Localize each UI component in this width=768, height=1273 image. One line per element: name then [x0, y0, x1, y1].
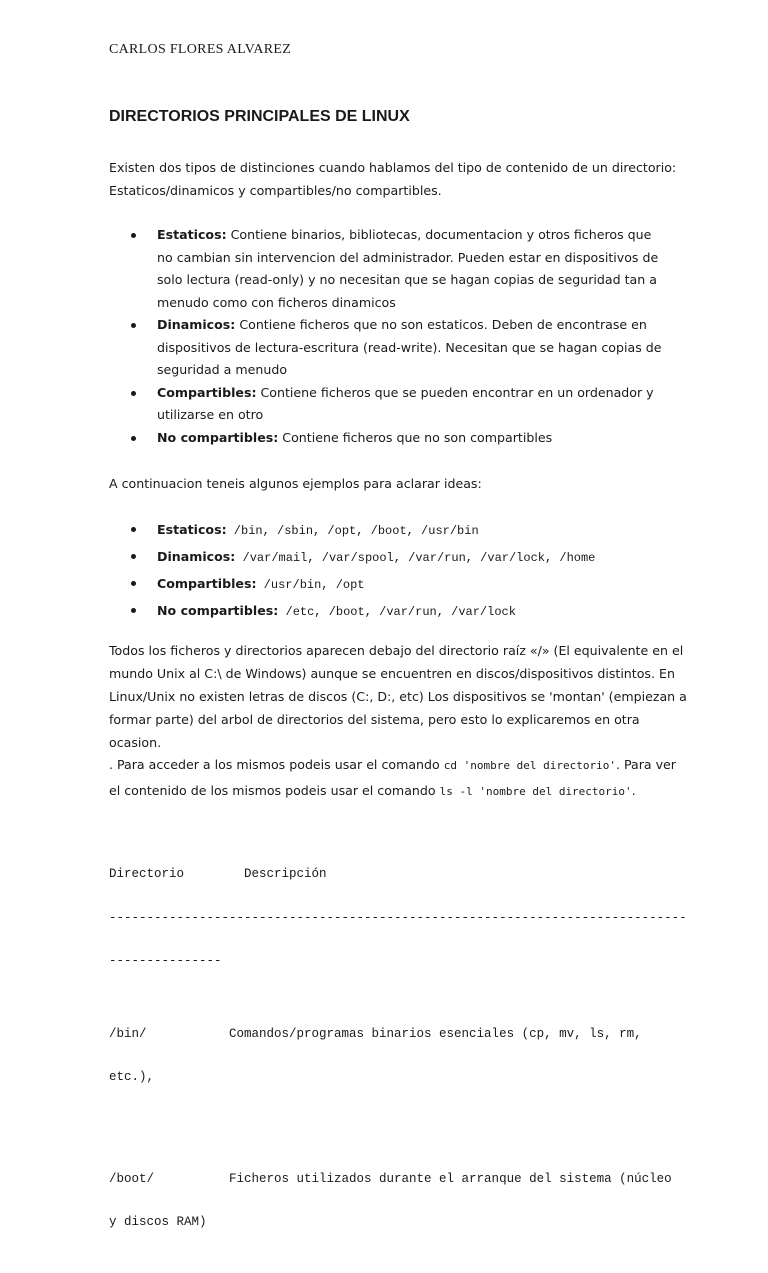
intro-paragraph: [109, 157, 689, 202]
definition-term: Compartibles:: [157, 384, 257, 400]
example-paths: /var/mail, /var/spool, /var/run, /var/lock, /home: [235, 551, 596, 565]
table-row: [109, 1143, 699, 1259]
definition-text: Contiene binarios, bibliotecas, documentacion y otros ficheros que no cambian sin intervencion del administrador. Pueden estar en dispositivos de solo lectura (read-only) y no necesitan que se hagan copias de seguridad tan a menudo como con ficheros dinamicos: [157, 227, 659, 310]
intro-line-1: Existen dos tipos de distinciones cuando hablamos del tipo de contenido de un directorio:: [109, 160, 677, 175]
list-item: [109, 314, 669, 382]
author-name: CARLOS FLORES ALVAREZ: [109, 42, 292, 57]
bullet-icon: [131, 527, 136, 532]
command-ls: ls -l 'nombre del directorio': [439, 785, 632, 798]
definition-text: Contiene ficheros que se pueden encontrar en un ordenador y utilizarse en otro: [157, 384, 654, 422]
bullet-icon: [131, 391, 136, 396]
bullet-icon: [131, 554, 136, 559]
bullet-icon: [131, 581, 136, 586]
definition-term: Estaticos:: [157, 227, 227, 242]
definition-text: Contiene ficheros que no son estaticos. Deben de encontrase en dispositivos de lectura-escritura (read-write). Necesitan que se hagan copias de seguridad a menudo: [157, 317, 662, 377]
table-row: [109, 998, 699, 1114]
list-item: [109, 517, 669, 544]
example-term: Estaticos:: [157, 522, 227, 537]
commands-text-2: . Para ver el contenido de los mismos podeis usar el comando: [109, 757, 676, 798]
commands-text-3: .: [631, 783, 636, 798]
commands-text-1: . Para acceder a los mismos podeis usar el comando: [109, 757, 444, 772]
list-item: [109, 224, 669, 314]
example-term: No compartibles:: [157, 603, 279, 618]
table-row-line: /bin/ Comandos/programas binarios esenciales (cp, mv, ls, rm,: [109, 1026, 642, 1041]
example-paths: /usr/bin, /opt: [256, 578, 365, 592]
bullet-icon: [131, 436, 136, 441]
bullet-icon: [131, 608, 136, 613]
table-header: Directorio Descripción: [109, 867, 327, 881]
table-row-line: etc.),: [109, 1070, 155, 1084]
list-item: [109, 427, 669, 450]
list-item: [109, 598, 669, 625]
table-row-line: y discos RAM): [109, 1215, 207, 1229]
example-paths: /etc, /boot, /var/run, /var/lock: [278, 605, 516, 619]
bullet-icon: [131, 323, 136, 328]
table-separator: -----------------------------------------------------------------------------: [109, 910, 687, 925]
list-item: [109, 544, 669, 571]
intro-line-2: Estaticos/dinamicos y compartibles/no compartibles.: [109, 182, 442, 198]
table-separator: ---------------: [109, 954, 222, 968]
commands-paragraph: [109, 752, 689, 804]
definition-text: Contiene ficheros que no son compartibles: [278, 429, 553, 445]
table-row-line: /boot/ Ficheros utilizados durante el arranque del sistema (núcleo: [109, 1171, 672, 1186]
command-cd: cd 'nombre del directorio': [443, 759, 616, 772]
examples-intro: A continuacion teneis algunos ejemplos para aclarar ideas:: [109, 476, 482, 491]
directory-table: [109, 838, 699, 1273]
definitions-list: [109, 224, 669, 449]
example-paths: /bin, /sbin, /opt, /boot, /usr/bin: [226, 524, 479, 538]
bullet-icon: [131, 233, 136, 238]
definition-term: Dinamicos:: [157, 317, 236, 332]
root-paragraph: Todos los ficheros y directorios aparecen debajo del directorio raíz «/» (El equivalente en el mundo Unix al C:\ de Windows) aunque se encuentren en discos/dispositivos distintos. En Linux/Unix no existen letras de discos (C:, D:, etc) Los dispositivos se 'montan' (empiezan a formar parte) del arbol de directorios del sistema, pero esto lo explicaremos en otra ocasion.: [109, 643, 687, 750]
examples-list: [109, 517, 669, 625]
example-term: Dinamicos:: [157, 549, 236, 564]
document-title: DIRECTORIOS PRINCIPALES DE LINUX: [109, 108, 410, 125]
definition-term: No compartibles:: [157, 429, 279, 445]
list-item: [109, 571, 669, 598]
example-term: Compartibles:: [157, 576, 257, 591]
list-item: [109, 382, 669, 427]
